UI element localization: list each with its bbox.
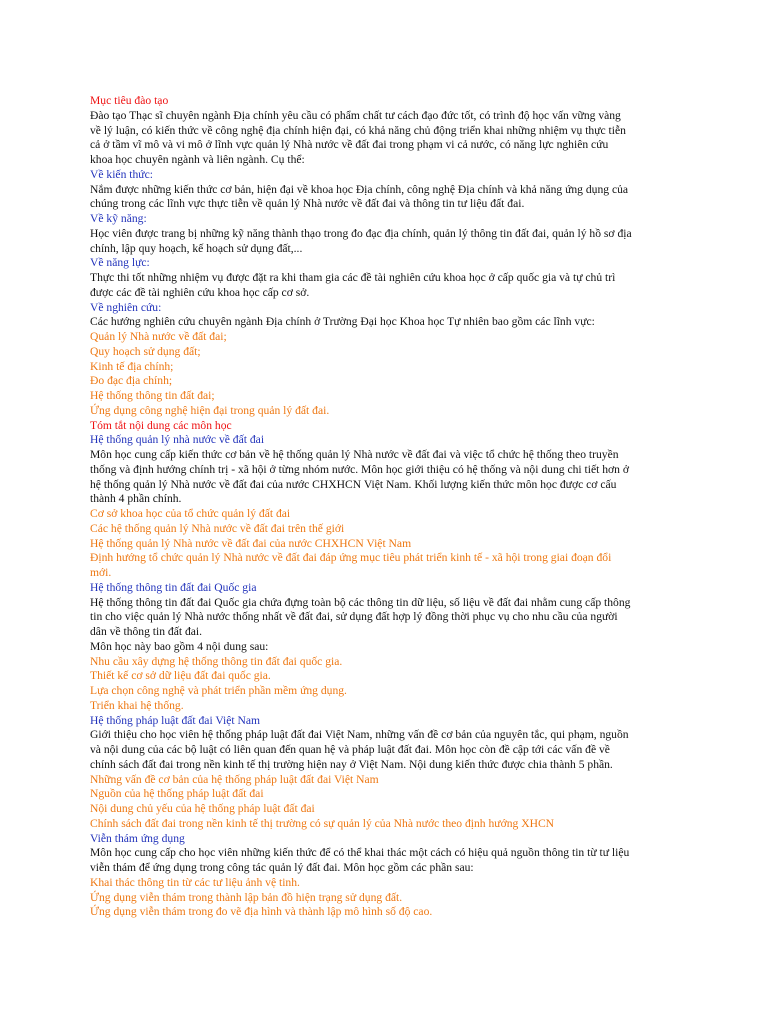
list-item: Những vấn đề cơ bản của hệ thống pháp luật đất đai Việt Nam [90,772,379,786]
list-item: Thiết kế cơ sở dữ liệu đất đai quốc gia. [90,669,271,683]
paragraph-line: và nội dung của các bộ luật có liên quan đến quan hệ và pháp luật đất đai. Môn học còn đề cập tới các vấn đề về [90,743,610,756]
list-item: Quy hoạch sử dụng đất; [90,344,201,358]
paragraph-line: Đào tạo Thạc sĩ chuyên ngành Địa chính yêu cầu có phẩm chất tư cách đạo đức tốt, có trình độ học vấn vững vàng [90,108,621,122]
paragraph-line: hệ thống quản lý Nhà nước về đất đai của nước CHXHCN Việt Nam. Khối lượng kiến thức môn học được cơ cấu [90,477,617,491]
paragraph-line: chính sách đất đai trong nền kinh tế thị trường hiện nay ở Việt Nam. Nội dung kiến thức được chia thành 5 phần. [90,757,613,771]
list-item: Kinh tế địa chính; [90,359,174,373]
paragraph-line: Học viên được trang bị những kỹ năng thành thạo trong đo đạc địa chính, quản lý thông tin đất đai, quản lý hồ sơ địa [90,226,632,240]
paragraph-line: tin cho việc quản lý Nhà nước thống nhất về đất đai, sử dụng đất hợp lý đồng thời phục vụ cho nhu cầu của người [90,610,618,624]
list-item: Nội dung chủ yếu của hệ thống pháp luật đất đai [90,802,315,815]
paragraph-line: thống và định hướng chính trị - xã hội ở từng nhóm nước. Môn học giới thiệu có hệ thống và nội dung chi tiết hơn ở [90,462,629,476]
list-item: Lựa chọn công nghệ và phát triển phần mềm ứng dụng. [90,684,347,697]
paragraph-line: Hệ thống thông tin đất đai Quốc gia chứa đựng toàn bộ các thông tin dữ liệu, số liệu về đất đai nhằm cung cấp thông [90,595,631,609]
list-item: Quản lý Nhà nước về đất đai; [90,330,227,343]
paragraph-line: Giới thiệu cho học viên hệ thống pháp luật đất đai Việt Nam, những vấn đề cơ bản của nguyên tắc, qui phạm, nguồn [90,728,629,742]
paragraph-line: Thực thi tốt những nhiệm vụ được đặt ra khi tham gia các đề tài nghiên cứu khoa học ở cấp quốc gia và tự chủ trì [90,271,616,284]
section-heading: Viễn thám ứng dụng [90,831,185,845]
paragraph-line: được các đề tài nghiên cứu khoa học cấp cơ sở. [90,285,310,299]
list-item: Nguồn của hệ thống pháp luật đất đai [90,787,264,801]
paragraph-line: chính, lập quy hoạch, kế hoạch sử dụng đất,... [90,241,303,255]
section-heading: Mục tiêu đào tạo [90,94,169,107]
paragraph-line: cả ở tầm vĩ mô và vi mô ở lĩnh vực quản lý Nhà nước về đất đai trong phạm vi cả nước, có năng lực nghiên cứu [90,138,609,152]
paragraph-line: về lý luận, có kiến thức về công nghệ địa chính hiện đại, có khả năng chủ động triển khai những nhiệm vụ thực tiễn [90,123,626,137]
section-heading: Về nghiên cứu: [90,300,162,314]
list-item: Ứng dụng viễn thám trong thành lập bản đồ hiện trạng sử dụng đất. [90,890,403,904]
paragraph-line: viễn thám để ứng dụng trong công tác quản lý đất đai. Môn học gồm các phần sau: [90,861,474,874]
section-heading: Hệ thống quản lý nhà nước về đất đai [90,433,265,447]
list-item: Ứng dụng viễn thám trong đo vẽ địa hình và thành lập mô hình số độ cao. [90,905,433,919]
paragraph-line: Môn học này bao gồm 4 nội dung sau: [90,639,269,653]
section-heading: Về kiến thức: [90,167,153,181]
paragraph-line: Môn học cung cấp cho học viên những kiến thức để có thể khai thác một cách có hiệu quả nguồn thông tin từ tư liệu [90,846,630,860]
section-heading: Hệ thống thông tin đất đai Quốc gia [90,580,257,594]
paragraph-line: khoa học chuyên ngành và liên ngành. Cụ thể: [90,153,305,166]
paragraph-line: thành 4 phần chính. [90,492,182,506]
list-item: Hệ thống thông tin đất đai; [90,389,215,402]
section-heading: Hệ thống pháp luật đất đai Việt Nam [90,713,261,727]
document-body [90,94,680,920]
list-item: Hệ thống quản lý Nhà nước về đất đai của nước CHXHCN Việt Nam [90,536,412,550]
section-heading: Tóm tắt nội dung các môn học [90,418,232,432]
paragraph-line: Môn học cung cấp kiến thức cơ bản về hệ thống quản lý Nhà nước về đất đai và việc tổ chức hệ thống theo truyền [90,448,619,461]
list-item: Khai thác thông tin từ các tư liệu ảnh vệ tinh. [90,875,300,889]
section-heading: Về năng lực: [90,256,150,270]
section-heading: Về kỹ năng: [90,212,147,225]
list-item: Nhu cầu xây dựng hệ thống thông tin đất đai quốc gia. [90,654,343,668]
list-item: Cơ sở khoa học của tổ chức quản lý đất đai [90,507,291,520]
list-item: Ứng dụng công nghệ hiện đại trong quản lý đất đai. [90,403,330,417]
list-item: mới. [90,566,112,579]
list-item: Các hệ thống quản lý Nhà nước về đất đai trên thế giới [90,521,345,535]
paragraph-line: Các hướng nghiên cứu chuyên ngành Địa chính ở Trường Đại học Khoa học Tự nhiên bao gồm các lĩnh vực: [90,315,595,329]
paragraph-line: chúng trong các lĩnh vực thực tiễn về quản lý Nhà nước về đất đai và thông tin tư liệu đất đai. [90,197,525,211]
paragraph-line: dân về thông tin đất đai. [90,625,203,638]
list-item: Đo đạc địa chính; [90,374,173,388]
list-item: Chính sách đất đai trong nền kinh tế thị trường có sự quản lý của Nhà nước theo định hướng XHCN [90,816,555,830]
list-item: Triển khai hệ thống. [90,698,184,712]
paragraph-line: Nắm được những kiến thức cơ bản, hiện đại về khoa học Địa chính, công nghệ Địa chính và khả năng ứng dụng của [90,182,629,196]
list-item: Định hướng tổ chức quản lý Nhà nước về đất đai đáp ứng mục tiêu phát triển kinh tế - xã hội trong giai đoạn đổi [90,551,612,565]
